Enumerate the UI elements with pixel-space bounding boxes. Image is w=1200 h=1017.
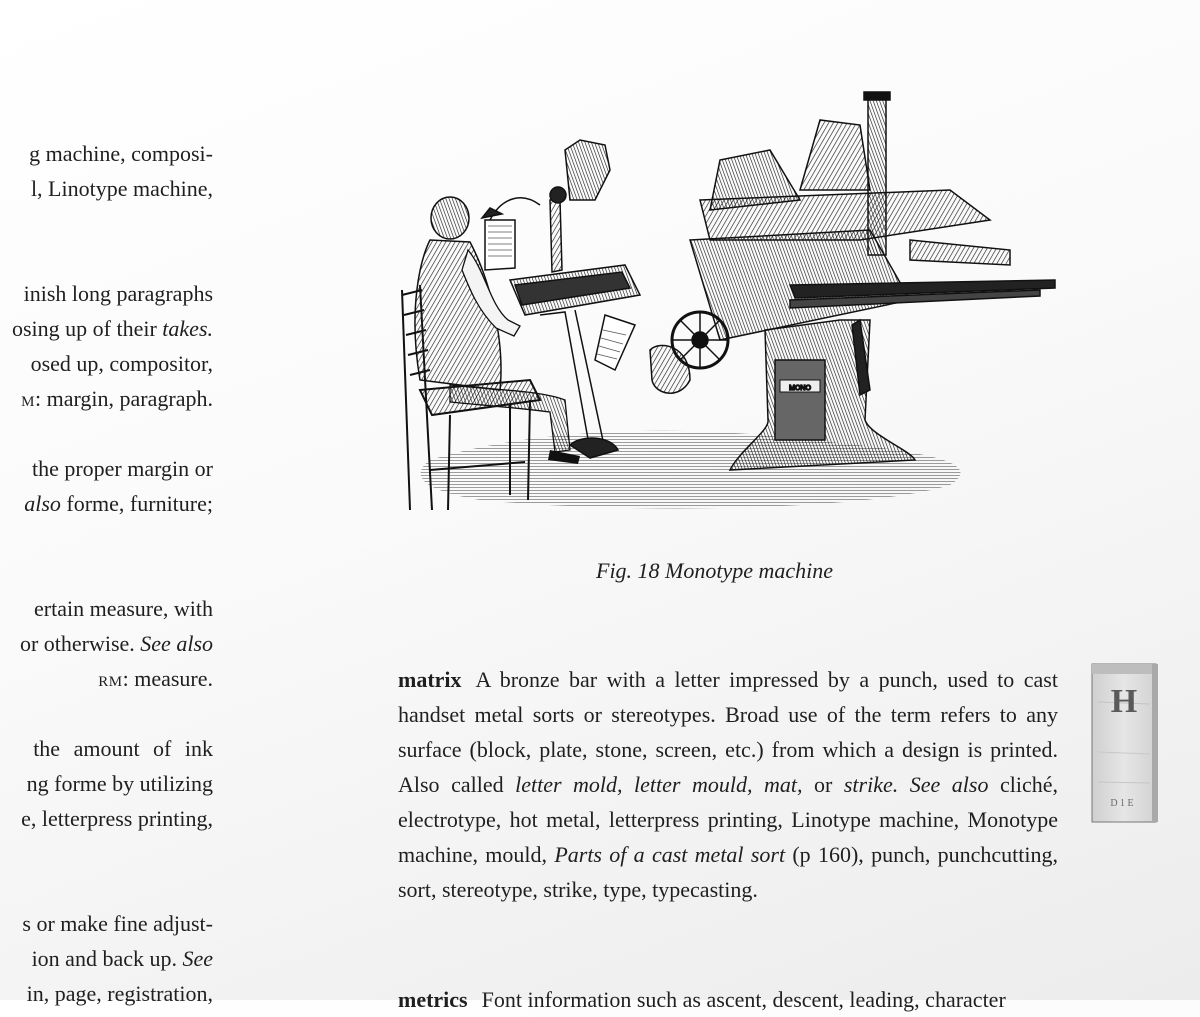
cross-reference-parts: Parts of a cast metal sort (554, 842, 786, 867)
letter-thumb-tab (1090, 662, 1160, 826)
entry-text: A bronze bar with a letter impressed by a punch, used to cast handset metal sorts or stereotypes. Broad use of the term refers to any surface (block, plate, stone, screen, etc.) from which a design is printed. Also called (398, 667, 1058, 797)
block-letter: H (1110, 683, 1138, 720)
nameplate-text: MONO (789, 385, 811, 392)
alt-name-strike: strike. (843, 772, 899, 797)
caster-machine (650, 92, 1055, 470)
left-line: g machine, composi- (29, 141, 213, 166)
left-line: ion and back up. See (31, 946, 213, 971)
monotype-machine-illustration (390, 90, 1070, 520)
left-line: the amount of ink (33, 736, 213, 761)
block-marks: D 1 E (1110, 798, 1134, 809)
cross-references: cliché, electrotype, hot metal, letterpress printing, Linotype machine, Monotype machine, mould, (398, 772, 1058, 867)
left-line: in, page, registration, (26, 981, 213, 1006)
left-line: osing up of their takes. (11, 316, 213, 341)
left-page-column (0, 0, 213, 1006)
figure-caption: Fig. 18 Monotype machine (596, 558, 834, 583)
left-line: inish long paragraphs (23, 281, 213, 306)
left-line: also forme, furniture; (24, 491, 213, 516)
entry-text (898, 772, 910, 797)
left-line: rm: measure. (98, 666, 213, 691)
headword-matrix: matrix (398, 667, 462, 692)
alt-names: letter mold, letter mould, mat, (515, 772, 803, 797)
left-line: ertain measure, with (34, 596, 213, 621)
left-line: l, Linotype machine, (30, 176, 213, 201)
left-line: ng forme by utilizing (26, 771, 213, 796)
left-line: s or make fine adjust- (22, 911, 213, 936)
left-line: the proper margin or (31, 456, 213, 481)
entry-matrix (398, 662, 1058, 907)
entry-text: or (802, 772, 844, 797)
cross-references: (p 160), punch, punchcutting, sort, stereotype, strike, type, typecasting. (398, 842, 1058, 902)
entry-text: Font information such as ascent, descent, leading, character (481, 987, 1006, 1012)
left-line: e, letterpress printing, (21, 806, 213, 831)
left-line: m: margin, paragraph. (21, 386, 213, 411)
left-line: or otherwise. See also (19, 631, 213, 656)
see-also-label: See also (909, 772, 989, 797)
left-line: osed up, compositor, (30, 351, 213, 376)
headword-metrics: metrics (398, 987, 468, 1012)
